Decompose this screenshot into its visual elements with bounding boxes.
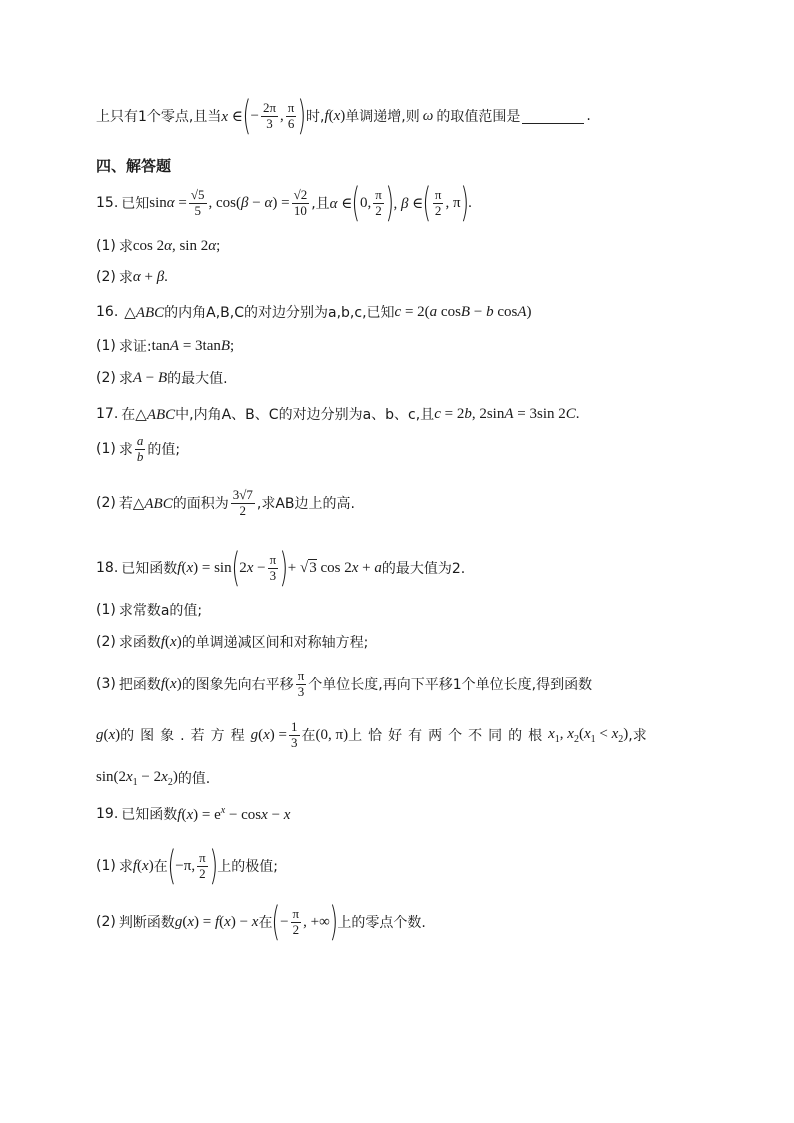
frac-sqrt5-5: $\frac{√5}{5}$ bbox=[190, 186, 205, 218]
q15-part1: (1) 求 cos 2α, sin 2α; bbox=[96, 237, 221, 255]
intro-line: 上只有1个零点,且当 x ∈ ( − $\frac{2\pi}{3}$ , $\frac{\pi}{6}$ ) 时, f(x) 单调递增,则 ω 的取值范围是 . bbox=[96, 93, 591, 139]
q19-stem: 19. 已知函数 $f(x) = e^x - \cos x - x$ bbox=[96, 804, 291, 823]
q19-part2: (2) 判断函数 g(x) = f(x) − x 在 ( − $\frac{\pi}{2}$ , +∞ ) 上的零点个数. bbox=[96, 899, 426, 945]
q18-stem: 18. 已知函数 f(x) = sin ( 2x − $\frac{\pi}{3}$ ) + √3 cos 2x + a 的最大值为2. bbox=[96, 545, 466, 591]
q19-part1: (1) 求 f(x) 在 ( −π, $\frac{\pi}{2}$ ) 上的极值; bbox=[96, 843, 278, 889]
q17-part2: (2) 若 △ABC 的面积为 $\frac{3√7}{2}$ ,求AB边上的高. bbox=[96, 487, 355, 518]
q17-part1: (1) 求 $\frac{a}{b}$ 的值; bbox=[96, 433, 181, 464]
q18-part2: (2) 求函数 f(x) 的单调递减区间和对称轴方程; bbox=[96, 633, 369, 651]
q18-part1: (1) 求常数a的值; bbox=[96, 602, 203, 619]
q17-stem: 17. 在 △ABC 中,内角A、B、C的对边分别为a、b、c,且 c = 2b, 2sinA = 3sin 2C. bbox=[96, 405, 580, 423]
intro-text-b: 时, bbox=[305, 109, 325, 125]
frac-pi-6: $\frac{\pi}{6}$ bbox=[287, 99, 295, 131]
q17-number: 17. bbox=[96, 406, 119, 422]
frac-3sqrt7-2: $\frac{3√7}{2}$ bbox=[232, 487, 253, 518]
intro-text-a: 上只有1个零点,且当 bbox=[96, 109, 222, 125]
intro-text-c: 单调递增,则 bbox=[345, 109, 420, 125]
frac-2pi-3: $\frac{2\pi}{3}$ bbox=[262, 99, 277, 131]
q18-part3-line2: g(x) 的图象.若方程 g(x) = $\frac{1}{3}$ 在 (0, π) 上恰好有两个不同的根 $x_1$, $x_2(x_1 < x_2)$ ,求 bbox=[96, 719, 647, 750]
omega-symbol: ω bbox=[422, 107, 434, 124]
q16-part1: (1) 求证: tanA = 3tanB; bbox=[96, 337, 235, 355]
frac-a-b: $\frac{a}{b}$ bbox=[136, 433, 144, 464]
q16-stem: 16. △ABC 的内角A,B,C的对边分别为a,b,c,已知 c = 2(a cosB − b cosA) bbox=[96, 303, 532, 321]
q15-stem: 15. 已知 sinα = $\frac{√5}{5}$ , cos(β − α) = $\frac{√2}{10}$ ,且 α ∈ ( 0, $\frac{\pi}{2}$ ) , β ∈ ( $\frac{\pi}{2}$ , π ) . bbox=[96, 180, 472, 226]
intro-text-d: 的取值范围是 bbox=[436, 109, 521, 125]
answer-blank bbox=[522, 109, 584, 124]
frac-sqrt2-10: $\frac{√2}{10}$ bbox=[293, 186, 308, 218]
section-title: 四、解答题 bbox=[96, 157, 172, 175]
q18-part3-line1: (3) 把函数 f(x) 的图象先向右平移 $\frac{\pi}{3}$ 个单位长度,再向下平移1个单位长度,得到函数 bbox=[96, 668, 593, 699]
q15-part2: (2) 求 α + β. bbox=[96, 268, 168, 286]
q19-number: 19. bbox=[96, 806, 119, 822]
q16-part2: (2) 求 A − B 的最大值. bbox=[96, 369, 228, 387]
q18-number: 18. bbox=[96, 560, 119, 576]
q18-part3-line3: $\sin(2x_1 - 2x_2)$ 的值. bbox=[96, 768, 211, 788]
q15-number: 15. bbox=[96, 195, 119, 211]
q16-number: 16. bbox=[96, 304, 119, 320]
